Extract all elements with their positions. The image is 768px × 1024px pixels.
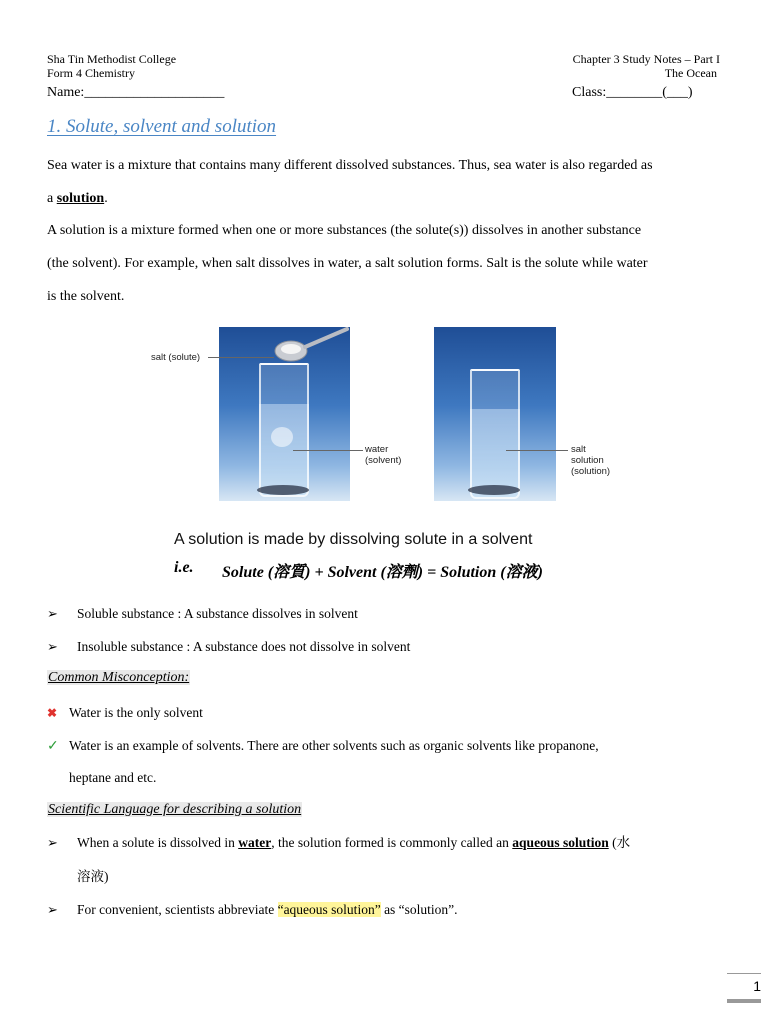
spoon-icon [269,327,349,367]
section-title: 1. Solute, solvent and solution [47,116,277,137]
name-blank: ____________________ [84,85,225,100]
misconception-right-line2: heptane and etc. [69,770,157,785]
definition-insoluble-text: Insoluble substance : A substance does not dissolve in solvent [77,639,411,654]
glass-base [468,485,520,495]
leader-line-salt [208,357,274,358]
figure-ie: i.e. [174,559,194,576]
school-name: Sha Tin Methodist College [47,52,177,66]
definition-line-3: is the solvent. [47,289,125,304]
misconception-wrong-text: Water is the only solvent [69,705,203,720]
misconception-wrong [47,696,203,730]
course-name: Form 4 Chemistry [47,66,136,80]
chapter-title: Chapter 3 Study Notes – Part I [572,52,720,66]
label-water [365,444,401,466]
intro-suffix: . [104,191,108,206]
cross-icon: ✖ [47,706,58,720]
text-run: For convenient, scientists abbreviate [77,902,278,917]
glass-solution [470,369,520,499]
misconception-heading-text: Common Misconception: [48,670,190,685]
arrow-bullet-icon: ➢ [47,902,58,917]
definition-line-1: A solution is a mixture formed when one or more substances (the solute(s)) dissolves in another substance [47,223,642,238]
intro-line-2 [47,182,727,215]
language-item-aqueous [47,826,727,859]
label-solution-line1: salt [571,444,586,455]
highlighted-term: “aqueous solution” [277,902,381,917]
topic-title: The Ocean [664,66,717,80]
language-item-aqueous-line2: 溶液) [77,869,109,884]
definition-soluble-text: Soluble substance : A substance dissolves in solvent [77,606,358,621]
label-salt-solute: salt (solute) [151,352,201,363]
photo-salt-and-water [219,327,350,501]
label-water-line2: (solvent) [365,455,402,466]
label-water-line1: water [365,444,389,455]
definition-soluble [47,597,358,630]
leader-line-solution [506,450,568,451]
intro-line-1: Sea water is a mixture that contains many different dissolved substances. Thus, sea water is also regarded as [47,158,653,173]
definition-line-2: (the solvent). For example, when salt dissolves in water, a salt solution forms. Salt is the solute while water [47,256,648,271]
language-item-abbreviate-text [77,893,458,926]
keyword-aqueous-solution: aqueous solution [512,835,609,850]
name-field [47,85,224,101]
label-solution-line3: (solution) [571,466,611,477]
photo-salt-solution [434,327,556,501]
keyword-solution: solution [56,191,105,206]
language-item-abbreviate [47,893,727,926]
arrow-bullet-icon: ➢ [47,639,58,654]
misconception-right-line1: Water is an example of solvents. There are other solvents such as organic solvents like propanone, [69,738,599,753]
glass-base [257,485,309,495]
language-item-aqueous-text [77,826,630,859]
definition-paragraph [47,214,727,313]
text-run: as “solution”. [380,902,458,917]
class-blank: ________(___) [606,85,693,100]
class-field [572,85,693,101]
arrow-bullet-icon: ➢ [47,606,58,621]
class-label: Class: [572,85,607,100]
label-solution [571,444,610,477]
name-label: Name: [47,85,85,100]
figure-caption: A solution is made by dissolving solute in a solvent [174,531,533,548]
dissolving-salt [271,427,293,447]
language-heading-text: Scientific Language for describing a solution [48,802,302,817]
language-heading [47,802,302,818]
figure-equation: Solute (溶質) + Solvent (溶劑) = Solution (溶液) [222,564,543,581]
misconception-heading [47,670,190,686]
keyword-water: water [238,835,272,850]
arrow-bullet-icon: ➢ [47,835,58,850]
misconception-right [47,729,727,763]
definition-insoluble [47,630,411,663]
check-icon: ✓ [47,739,59,754]
page-number: 1 [727,973,761,1003]
intro-prefix: a [47,191,57,206]
intro-paragraph [47,149,727,215]
text-run: (水 [608,835,631,850]
label-solution-line2: solution [571,455,604,466]
text-run: , the solution formed is commonly called an [271,835,513,850]
text-run: When a solute is dissolved in [77,835,239,850]
leader-line-water [293,450,363,451]
